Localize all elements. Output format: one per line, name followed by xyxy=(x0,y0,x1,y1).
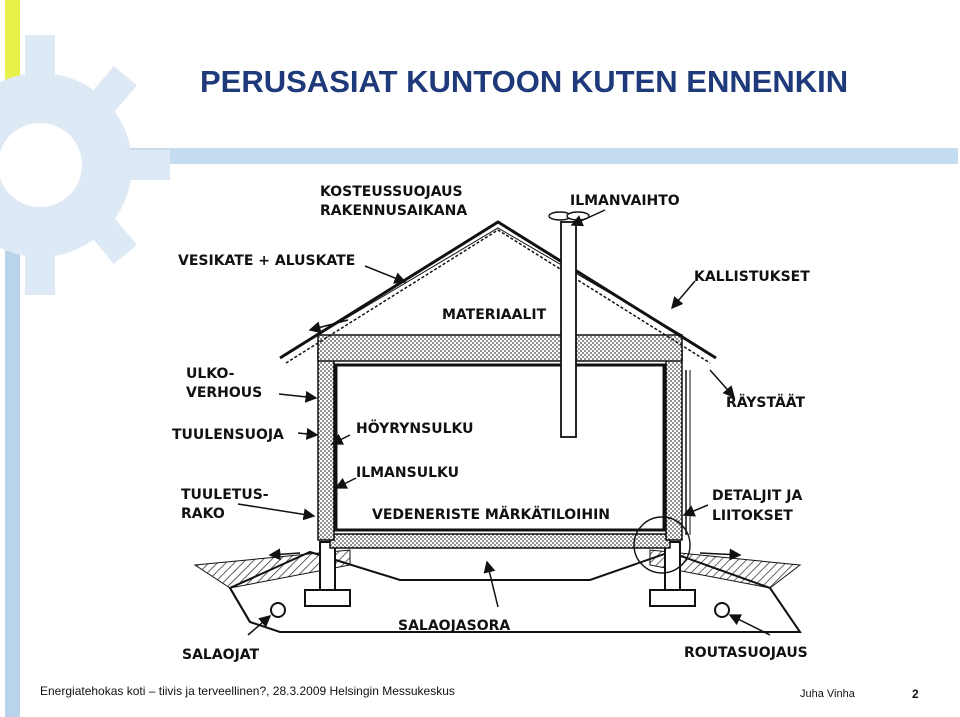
label-details-line1: DETALJIT JA xyxy=(712,488,803,504)
label-materials: MATERIAALIT xyxy=(442,307,547,323)
house-cross-section-diagram xyxy=(160,170,840,670)
label-vent-gap-line2: RAKO xyxy=(181,506,225,522)
label-frost-protection: ROUTASUOJAUS xyxy=(684,645,808,661)
label-cladding-line1: ULKO- xyxy=(186,366,235,382)
label-eaves: RÄYSTÄÄT xyxy=(726,395,806,411)
wall-left xyxy=(318,350,334,540)
footer-event: Energiatehokas koti – tiivis ja terveellinen?, 28.3.2009 Helsingin Messukeskus xyxy=(40,684,455,698)
label-roofing: VESIKATE + ALUSKATE xyxy=(178,253,356,269)
label-cladding-line2: VERHOUS xyxy=(186,385,263,401)
label-waterproofing: VEDENERISTE MÄRKÄTILOIHIN xyxy=(372,507,610,523)
label-moisture-protection-line2: RAKENNUSAIKANA xyxy=(320,203,468,219)
label-drains: SALAOJAT xyxy=(182,647,260,663)
label-vent-gap-line1: TUULETUS- xyxy=(181,487,269,503)
label-slopes: KALLISTUKSET xyxy=(694,269,810,285)
label-ventilation: ILMANVAIHTO xyxy=(570,193,680,209)
label-details-line2: LIITOKSET xyxy=(712,508,793,524)
ventilation-chimney xyxy=(549,212,589,437)
label-wind-barrier: TUULENSUOJA xyxy=(172,427,284,443)
footer-author: Juha Vinha xyxy=(800,688,855,700)
slide-title: PERUSASIAT KUNTOON KUTEN ENNENKIN xyxy=(200,64,849,99)
wall-right xyxy=(666,350,682,540)
cladding-right xyxy=(686,370,690,535)
drain-pipe-right xyxy=(715,603,729,617)
inner-room xyxy=(336,365,664,530)
label-vapour-barrier: HÖYRYNSULKU xyxy=(356,421,474,437)
page-number: 2 xyxy=(912,687,919,701)
label-moisture-protection-line1: KOSTEUSSUOJAUS xyxy=(320,184,463,200)
drain-pipe-left xyxy=(271,603,285,617)
floor-insulation xyxy=(330,534,670,548)
label-air-barrier: ILMANSULKU xyxy=(356,465,459,481)
label-drain-gravel: SALAOJASORA xyxy=(398,618,511,634)
ceiling-insulation xyxy=(318,335,682,361)
foundation xyxy=(305,542,695,606)
